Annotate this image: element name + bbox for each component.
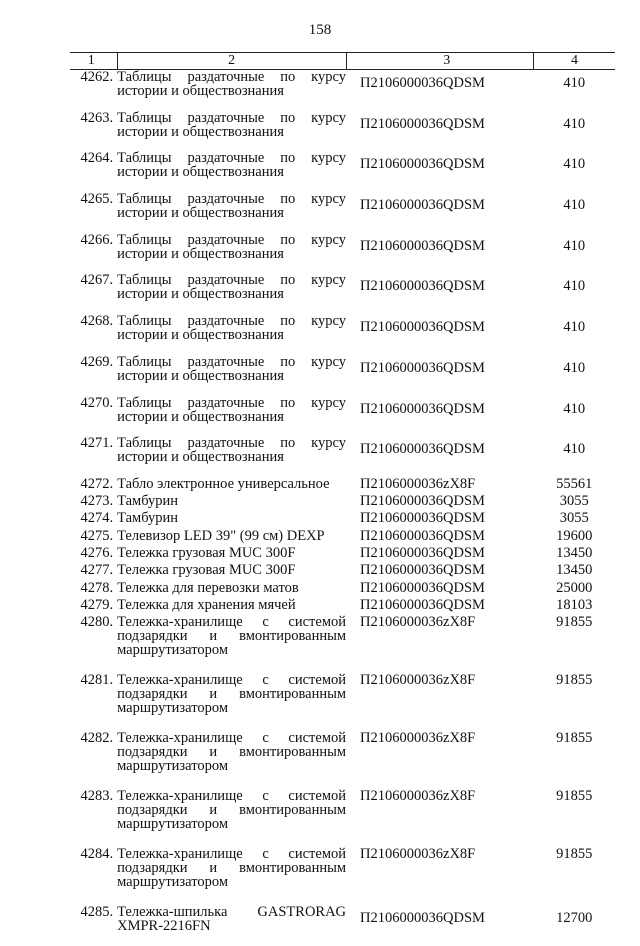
item-name-continuation: истории и обществознания — [117, 205, 284, 222]
item-code: П2106000036QDSM — [360, 156, 485, 173]
item-name-continuation: подзарядки и вмонтированным маршрутизатором — [117, 744, 347, 775]
item-name — [117, 615, 346, 673]
column-header-4: 4 — [533, 53, 615, 70]
item-value: 91855 — [556, 730, 593, 747]
item-name-line1: Тележка-шпилька GASTRORAG — [117, 904, 347, 921]
row-number: 4268. — [80, 313, 114, 330]
row-number: 4282. — [80, 730, 114, 747]
item-name — [117, 355, 346, 396]
item-name — [117, 563, 346, 580]
item-name — [117, 111, 346, 152]
item-name-line1: Таблицы раздаточные по курсу — [117, 394, 347, 411]
inventory-table — [70, 52, 615, 946]
table-row — [70, 192, 615, 233]
row-number: 4285. — [80, 904, 114, 921]
item-value: 55561 — [556, 475, 593, 492]
item-value: 410 — [563, 197, 586, 214]
item-name-line1: Тележка-хранилище с системой — [117, 672, 347, 689]
table-row — [70, 111, 615, 152]
item-name-line1: Таблицы раздаточные по курсу — [117, 313, 347, 330]
item-code: П2106000036zX8F — [360, 846, 476, 863]
table-row — [70, 731, 615, 789]
item-value: 410 — [563, 319, 586, 336]
item-name-continuation: подзарядки и вмонтированным маршрутизатором — [117, 802, 347, 833]
item-value: 91855 — [556, 846, 593, 863]
item-name — [117, 192, 346, 233]
row-number: 4264. — [80, 150, 114, 167]
table-row — [70, 581, 615, 598]
item-name-continuation: подзарядки и вмонтированным маршрутизатором — [117, 628, 347, 659]
item-value: 3055 — [559, 493, 589, 510]
row-number: 4274. — [80, 510, 114, 527]
row-number: 4266. — [80, 231, 114, 248]
row-number: 4276. — [80, 545, 114, 562]
item-name-line1: Табло электронное универсальное — [117, 475, 330, 492]
item-name-line1: Телевизор LED 39" (99 см) DEXP — [117, 527, 325, 544]
item-name-line1: Тележка для хранения мячей — [117, 596, 296, 613]
item-name-line1: Тележка-хранилище с системой — [117, 730, 347, 747]
item-name-continuation: истории и обществознания — [117, 164, 284, 181]
row-number: 4271. — [80, 435, 114, 452]
item-code: П2106000036QDSM — [360, 545, 485, 562]
table-row — [70, 546, 615, 563]
item-code: П2106000036QDSM — [360, 596, 485, 613]
item-value: 410 — [563, 115, 586, 132]
item-name — [117, 494, 346, 511]
item-name-line1: Тамбурин — [117, 493, 179, 510]
table-row — [70, 477, 615, 494]
item-value: 13450 — [556, 562, 593, 579]
table-body — [70, 70, 615, 946]
item-name — [117, 511, 346, 528]
table-row — [70, 396, 615, 437]
item-code: П2106000036QDSM — [360, 579, 485, 596]
item-code: П2106000036QDSM — [360, 562, 485, 579]
item-name-line1: Таблицы раздаточные по курсу — [117, 272, 347, 289]
item-code: П2106000036QDSM — [360, 278, 485, 295]
table-row — [70, 494, 615, 511]
row-number: 4280. — [80, 614, 114, 631]
item-name-line1: Тележка грузовая MUC 300F — [117, 562, 296, 579]
item-name — [117, 314, 346, 355]
row-number: 4284. — [80, 846, 114, 863]
item-name-continuation: истории и обществознания — [117, 367, 284, 384]
item-code: П2106000036QDSM — [360, 237, 485, 254]
item-value: 410 — [563, 156, 586, 173]
item-value: 19600 — [556, 527, 593, 544]
item-name — [117, 151, 346, 192]
item-name-continuation: истории и обществознания — [117, 449, 284, 466]
item-name — [117, 529, 346, 546]
item-name-continuation: истории и обществознания — [117, 327, 284, 344]
table-row — [70, 70, 615, 111]
row-number: 4262. — [80, 69, 114, 85]
item-code: П2106000036zX8F — [360, 788, 476, 805]
item-name-line1: Таблицы раздаточные по курсу — [117, 353, 347, 370]
item-name-continuation: истории и обществознания — [117, 245, 284, 262]
table-row — [70, 314, 615, 355]
item-value: 91855 — [556, 788, 593, 805]
item-code: П2106000036QDSM — [360, 115, 485, 132]
item-name — [117, 436, 346, 477]
column-header-3: 3 — [346, 53, 533, 70]
item-name-continuation: истории и обществознания — [117, 123, 284, 140]
table-row — [70, 789, 615, 847]
page-number: 158 — [308, 22, 332, 38]
item-code: П2106000036QDSM — [360, 319, 485, 336]
item-name — [117, 847, 346, 905]
item-name — [117, 581, 346, 598]
item-name — [117, 789, 346, 847]
item-code: П2106000036zX8F — [360, 475, 476, 492]
column-header-2: 2 — [117, 53, 346, 70]
item-value: 410 — [563, 359, 586, 376]
table-row — [70, 847, 615, 905]
item-value: 25000 — [556, 579, 593, 596]
table-row — [70, 355, 615, 396]
row-number: 4277. — [80, 562, 114, 579]
item-name-line1: Тележка-хранилище с системой — [117, 846, 347, 863]
row-number: 4278. — [80, 579, 114, 596]
item-code: П2106000036QDSM — [360, 441, 485, 458]
item-value: 410 — [563, 237, 586, 254]
item-name-line1: Тамбурин — [117, 510, 179, 527]
item-code: П2106000036QDSM — [360, 359, 485, 376]
item-name-continuation: истории и обществознания — [117, 408, 284, 425]
item-value: 91855 — [556, 614, 593, 631]
item-name-line1: Тележка-хранилище с системой — [117, 614, 347, 631]
row-number: 4267. — [80, 272, 114, 289]
row-number: 4281. — [80, 672, 114, 689]
table-row — [70, 598, 615, 615]
item-name — [117, 477, 346, 494]
item-code: П2106000036QDSM — [360, 75, 485, 91]
table-row — [70, 511, 615, 528]
item-value: 410 — [563, 400, 586, 417]
row-number: 4275. — [80, 527, 114, 544]
item-code: П2106000036zX8F — [360, 730, 476, 747]
item-name-continuation: истории и обществознания — [117, 83, 284, 99]
row-number: 4279. — [80, 596, 114, 613]
item-name-line1: Таблицы раздаточные по курсу — [117, 69, 347, 85]
table-row — [70, 273, 615, 314]
item-name — [117, 396, 346, 437]
row-number: 4270. — [80, 394, 114, 411]
table-row — [70, 529, 615, 546]
item-name — [117, 598, 346, 615]
item-code: П2106000036QDSM — [360, 400, 485, 417]
row-number: 4269. — [80, 353, 114, 370]
item-name-line1: Тележка для перевозки матов — [117, 579, 299, 596]
row-number: 4273. — [80, 493, 114, 510]
item-name-line1: Тележка-хранилище с системой — [117, 788, 347, 805]
item-name-line1: Таблицы раздаточные по курсу — [117, 231, 347, 248]
item-name — [117, 273, 346, 314]
row-number: 4272. — [80, 475, 114, 492]
item-name-line1: Таблицы раздаточные по курсу — [117, 435, 347, 452]
item-value: 91855 — [556, 672, 593, 689]
item-name-continuation: истории и обществознания — [117, 286, 284, 303]
table-header-row — [70, 53, 615, 70]
table-row — [70, 615, 615, 673]
row-number: 4263. — [80, 109, 114, 126]
item-name — [117, 905, 346, 946]
item-name-continuation: XMPR-2216FN — [117, 918, 211, 935]
table-row — [70, 436, 615, 477]
table-row — [70, 151, 615, 192]
item-value: 410 — [563, 75, 586, 91]
item-name — [117, 673, 346, 731]
table-row — [70, 233, 615, 274]
column-header-1: 1 — [70, 53, 117, 70]
item-value: 12700 — [556, 910, 593, 927]
item-code: П2106000036zX8F — [360, 672, 476, 689]
item-value: 410 — [563, 278, 586, 295]
item-code: П2106000036QDSM — [360, 910, 485, 927]
item-value: 3055 — [559, 510, 589, 527]
item-code: П2106000036QDSM — [360, 527, 485, 544]
item-code: П2106000036QDSM — [360, 493, 485, 510]
item-name-continuation: подзарядки и вмонтированным маршрутизатором — [117, 686, 347, 717]
item-value: 13450 — [556, 545, 593, 562]
item-name — [117, 70, 346, 111]
row-number: 4265. — [80, 191, 114, 208]
item-name-line1: Таблицы раздаточные по курсу — [117, 150, 347, 167]
item-value: 18103 — [556, 596, 593, 613]
item-code: П2106000036zX8F — [360, 614, 476, 631]
table-row — [70, 673, 615, 731]
item-code: П2106000036QDSM — [360, 510, 485, 527]
row-number: 4283. — [80, 788, 114, 805]
item-value: 410 — [563, 441, 586, 458]
table-row — [70, 905, 615, 946]
item-name-line1: Таблицы раздаточные по курсу — [117, 191, 347, 208]
item-code: П2106000036QDSM — [360, 197, 485, 214]
item-name-line1: Тележка грузовая MUC 300F — [117, 545, 296, 562]
item-name-line1: Таблицы раздаточные по курсу — [117, 109, 347, 126]
item-name — [117, 546, 346, 563]
item-name — [117, 233, 346, 274]
table-row — [70, 563, 615, 580]
item-name-continuation: подзарядки и вмонтированным маршрутизатором — [117, 860, 347, 891]
item-name — [117, 731, 346, 789]
